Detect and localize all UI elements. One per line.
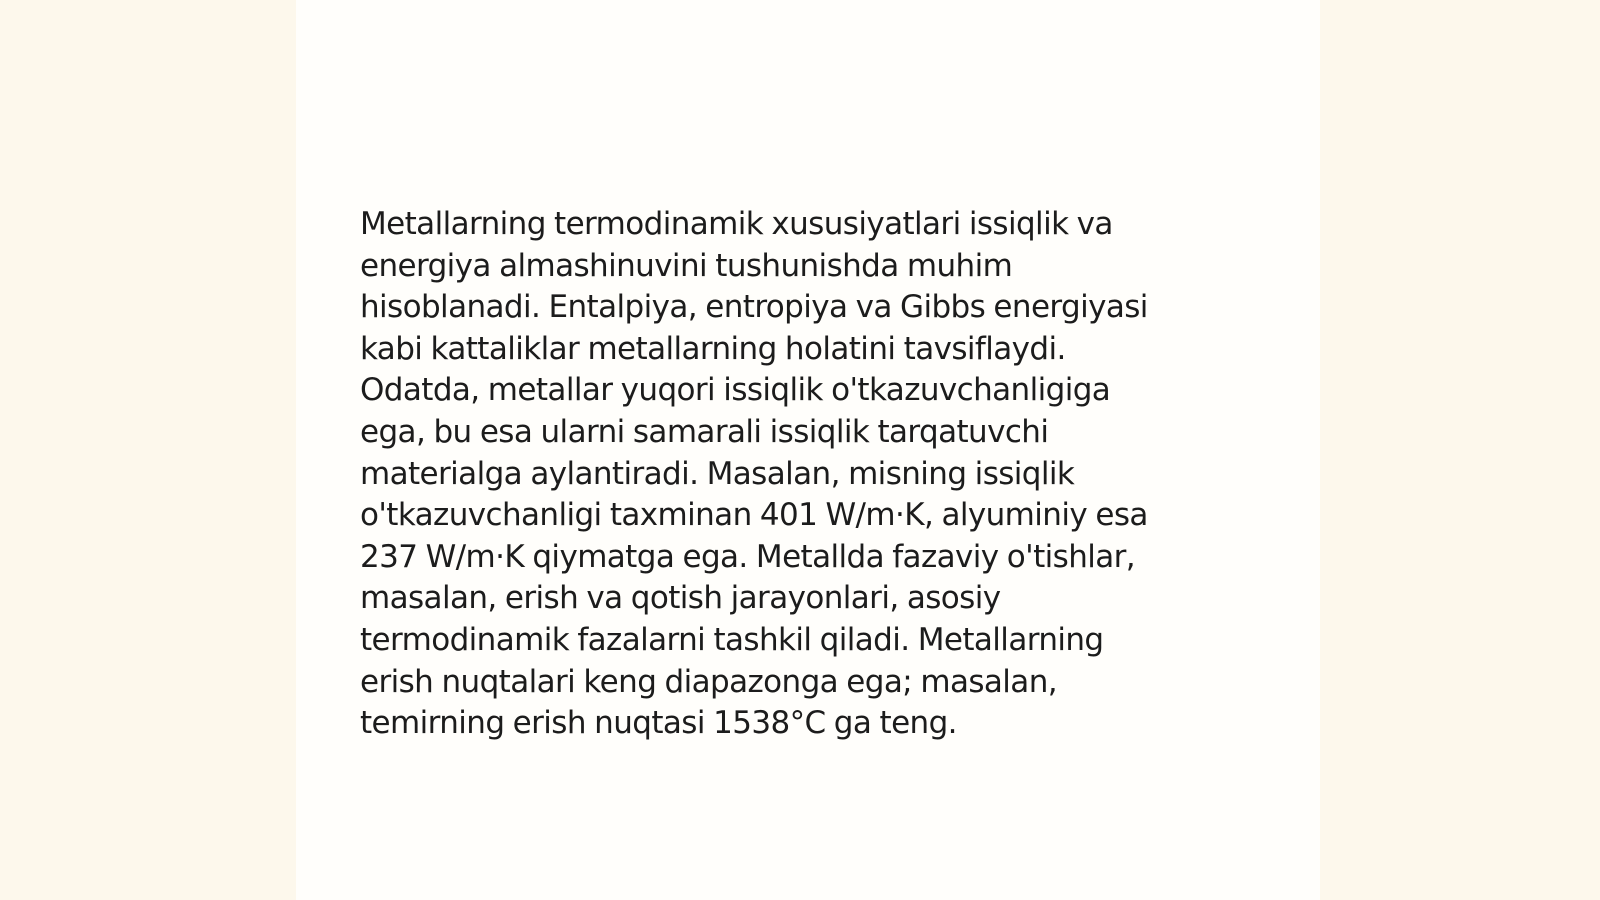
paragraph-line: 237 W/m·K qiymatga ega. Metallda fazaviy o'tishlar, <box>360 538 1136 575</box>
body-paragraph <box>360 204 1240 745</box>
paragraph-line: termodinamik fazalarni tashkil qiladi. Metallarning <box>360 621 1104 658</box>
paragraph-line: erish nuqtalari keng diapazonga ega; masalan, <box>360 663 1057 700</box>
paragraph-line: ega, bu esa ularni samarali issiqlik tarqatuvchi <box>360 413 1049 450</box>
paragraph-line: hisoblanadi. Entalpiya, entropiya va Gibbs energiyasi <box>360 289 1148 326</box>
paragraph-line: Odatda, metallar yuqori issiqlik o'tkazuvchanligiga <box>360 372 1111 409</box>
paragraph-line: energiya almashinuvini tushunishda muhim <box>360 247 1013 284</box>
paragraph-line: kabi kattaliklar metallarning holatini tavsiflaydi. <box>360 330 1066 367</box>
paragraph-line: o'tkazuvchanligi taxminan 401 W/m·K, alyuminiy esa <box>360 497 1148 534</box>
paragraph-line: masalan, erish va qotish jarayonlari, asosiy <box>360 580 1001 617</box>
paragraph-line: Metallarning termodinamik xususiyatlari issiqlik va <box>360 206 1113 242</box>
document-page <box>296 0 1320 900</box>
paragraph-line: temirning erish nuqtasi 1538°C ga teng. <box>360 705 957 742</box>
paragraph-line: materialga aylantiradi. Masalan, misning issiqlik <box>360 455 1075 492</box>
